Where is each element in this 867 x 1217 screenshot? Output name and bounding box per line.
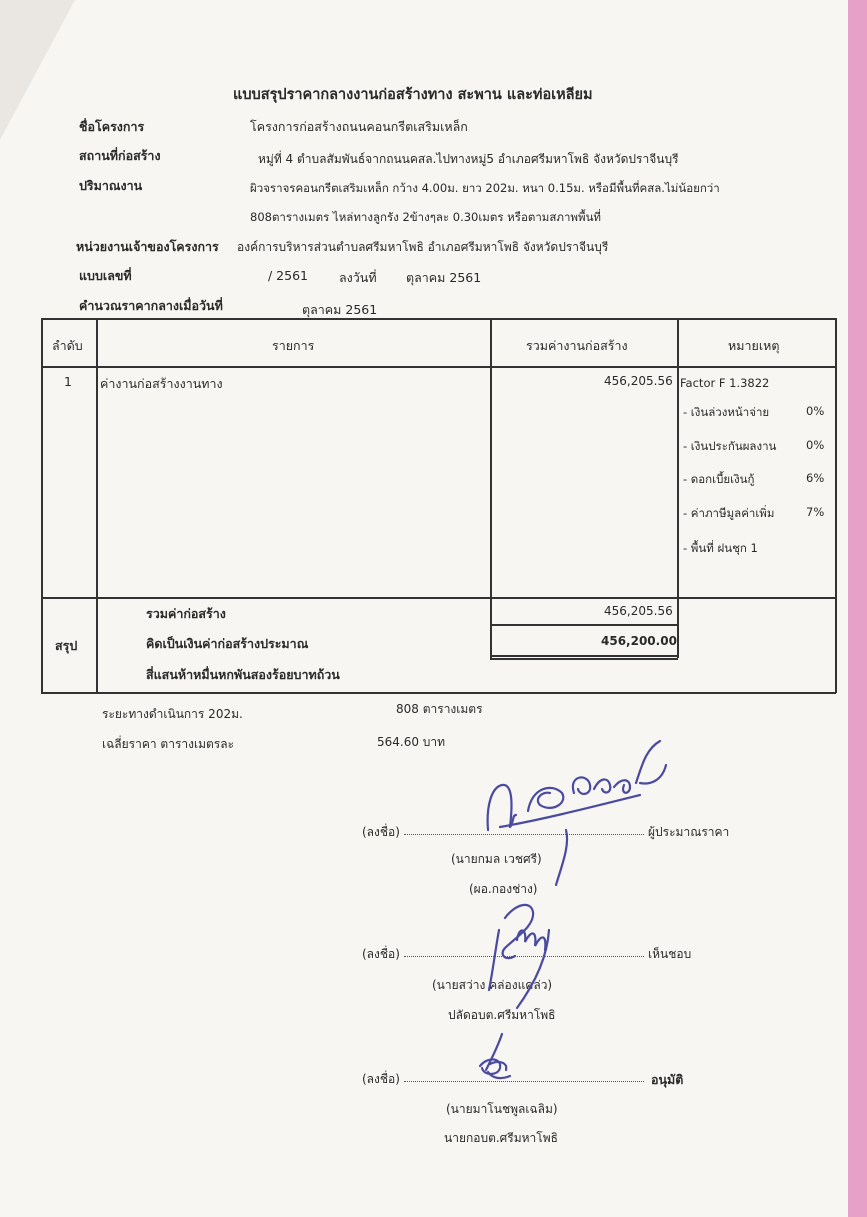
- calc-date-label: คำนวณราคากลางเมื่อวันที่: [79, 298, 223, 313]
- folded-corner: [0, 0, 75, 140]
- signature-2-name: (นายสว่าง คล่องแคล่ว): [432, 978, 553, 992]
- project-value: โครงการก่อสร้างถนนคอนกรีตเสริมเหล็ก: [250, 119, 468, 134]
- handwritten-signature-1: [470, 735, 680, 905]
- area-value: 808 ตารางเมตร: [396, 702, 483, 716]
- owner-value: องค์การบริหารส่วนตำบลศรีมหาโพธิ อำเภอศรีมหาโพธิ จังหวัดปราจีนบุรี: [237, 240, 609, 254]
- location-label: สถานที่ก่อสร้าง: [79, 148, 161, 163]
- col-header-total: รวมค่างานก่อสร้าง: [526, 338, 628, 353]
- signature-3-prefix: (ลงชื่อ): [362, 1072, 400, 1086]
- signature-3-role: อนุมัติ: [651, 1072, 684, 1087]
- signature-1-position: (ผอ.กองช่าง): [469, 882, 538, 896]
- owner-label: หน่วยงานเจ้าของโครงการ: [76, 239, 219, 254]
- note-advance-value: 0%: [806, 404, 825, 418]
- average-price-value: 564.60 บาท: [377, 735, 446, 749]
- handwritten-signature-2: [475, 890, 565, 1010]
- signature-3-position: นายกอบต.ศรีมหาโพธิ: [444, 1131, 558, 1145]
- signature-1-prefix: (ลงชื่อ): [362, 825, 400, 839]
- amount-in-words: สี่แสนห้าหมื่นหกพันสองร้อยบาทถ้วน: [146, 667, 340, 682]
- col-header-no: ลำดับ: [52, 338, 83, 353]
- date-value: ตุลาคม 2561: [406, 270, 482, 285]
- estimate-label: คิดเป็นเงินค่าก่อสร้างประมาณ: [146, 636, 309, 651]
- note-interest-value: 6%: [806, 471, 825, 485]
- form-no-label: แบบเลขที่: [79, 268, 132, 283]
- estimate-value: 456,200.00: [601, 634, 677, 648]
- location-value: หมู่ที่ 4 ตำบลสัมพันธ์จากถนนคสล.ไปทางหมู่5 อำเภอศรีมหาโพธิ จังหวัดปราจีนบุรี: [258, 152, 679, 166]
- quantity-label: ปริมาณงาน: [79, 178, 143, 193]
- col-header-item: รายการ: [272, 338, 315, 353]
- note-vat-value: 7%: [806, 505, 825, 519]
- signature-3-name: (นายมาโนชพูลเฉลิม): [446, 1102, 558, 1116]
- project-label: ชื่อโครงการ: [79, 119, 145, 134]
- sum-value: 456,205.56: [604, 604, 673, 618]
- note-factor: Factor F 1.3822: [680, 376, 770, 390]
- signature-1-name: (นายกมล เวชศรี): [451, 852, 542, 866]
- col-header-note: หมายเหตุ: [728, 338, 780, 353]
- note-interest-label: - ดอกเบี้ยเงินกู้: [683, 472, 755, 486]
- note-advance-label: - เงินล่วงหน้าจ่าย: [683, 405, 770, 419]
- row-item: ค่างานก่อสร้างงานทาง: [100, 376, 223, 391]
- date-label: ลงวันที่: [339, 270, 377, 285]
- note-vat-label: - ค่าภาษีมูลค่าเพิ่ม: [683, 506, 775, 520]
- signature-2-prefix: (ลงชื่อ): [362, 947, 400, 961]
- quantity-value-1: ผิวจราจรคอนกรีตเสริมเหล็ก กว้าง 4.00ม. ยาว 202ม. หนา 0.15ม. หรือมีพื้นที่คสล.ไม่น้อยกว่า: [250, 181, 720, 195]
- quantity-value-2: 808ตารางเมตร ไหล่ทางลูกรัง 2ข้างๆละ 0.30เมตร หรือตามสภาพพื้นที่: [250, 210, 602, 224]
- document-title: แบบสรุปราคากลางงานก่อสร้างทาง สะพาน และท่อเหลียม: [233, 87, 593, 103]
- note-guarantee-label: - เงินประกันผลงาน: [683, 439, 777, 453]
- row-no: 1: [64, 374, 72, 389]
- calc-date-value: ตุลาคม 2561: [302, 302, 378, 317]
- form-no-value: / 2561: [268, 268, 308, 283]
- summary-label: สรุป: [55, 638, 78, 653]
- note-area: - พื้นที่ ฝนชุก 1: [683, 541, 758, 555]
- note-guarantee-value: 0%: [806, 438, 825, 452]
- handwritten-signature-3: [470, 1030, 530, 1090]
- signature-2-role: เห็นชอบ: [648, 947, 692, 961]
- average-price-label: เฉลี่ยราคา ตารางเมตรละ: [102, 737, 235, 751]
- row-total: 456,205.56: [604, 374, 673, 388]
- distance-label: ระยะทางดำเนินการ 202ม.: [102, 707, 243, 721]
- sum-label: รวมค่าก่อสร้าง: [146, 606, 226, 621]
- signature-2-position: ปลัดอบต.ศรีมหาโพธิ: [448, 1008, 556, 1022]
- signature-1-role: ผู้ประมาณราคา: [648, 825, 730, 839]
